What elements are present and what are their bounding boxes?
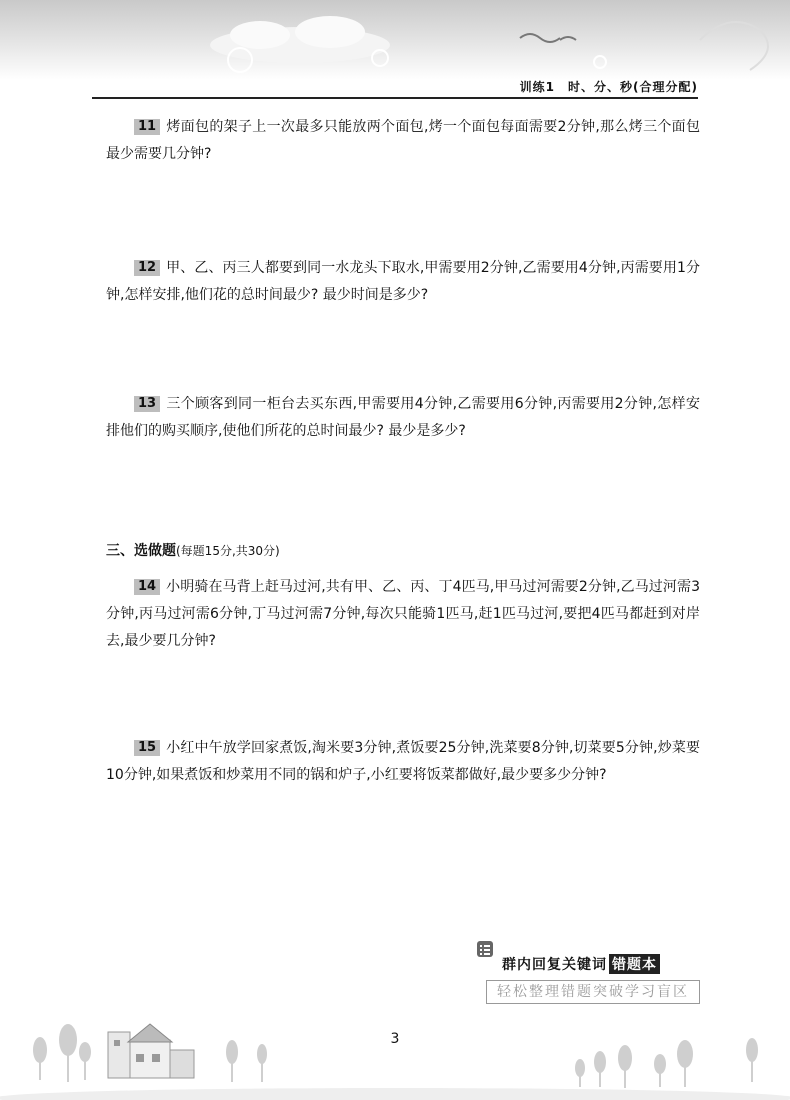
- promo-tag: 错题本: [609, 954, 660, 974]
- question-number: 14: [134, 579, 160, 595]
- question-text: 烤面包的架子上一次最多只能放两个面包,烤一个面包每面需要2分钟,那么烤三个面包最少需要几分钟?: [106, 119, 700, 162]
- header-banner: [0, 0, 790, 80]
- question-number: 15: [134, 740, 160, 756]
- promo-line1: [502, 954, 660, 974]
- question-text: 三个顾客到同一柜台去买东西,甲需要用4分钟,乙需要用6分钟,丙需要用2分钟,怎样安排他们的购买顺序,使他们所花的总时间最少? 最少是多少?: [106, 396, 700, 439]
- question-11: [106, 114, 700, 168]
- question-13: [106, 391, 700, 445]
- question-12: [106, 255, 700, 309]
- promo-text: 群内回复关键词: [502, 957, 607, 973]
- squiggle-shape: [520, 34, 576, 42]
- question-14: [106, 574, 700, 655]
- promo-line2: 轻松整理错题突破学习盲区: [486, 980, 700, 1004]
- question-text: 小明骑在马背上赶马过河,共有甲、乙、丙、丁4匹马,甲马过河需要2分钟,乙马过河需3分钟,丙马过河需6分钟,丁马过河需7分钟,每次只能骑1匹马,赶1匹马过河,要把4匹马都赶到对岸去,最少要几分钟?: [106, 579, 700, 649]
- question-text: 小红中午放学回家煮饭,淘米要3分钟,煮饭要25分钟,洗菜要8分钟,切菜要5分钟,炒菜要10分钟,如果煮饭和炒菜用不同的锅和炉子,小红要将饭菜都做好,最少要多少分钟?: [106, 740, 700, 783]
- section-note: (每题15分,共30分): [176, 544, 280, 558]
- swirl-shape: [700, 22, 768, 70]
- bubble-shape: [594, 56, 606, 68]
- promo-box: [476, 940, 698, 1002]
- question-number: 13: [134, 396, 160, 412]
- cloud-shape: [295, 16, 365, 48]
- cloud-shape: [230, 21, 290, 49]
- question-number: 11: [134, 119, 160, 135]
- banner-decoration: [0, 0, 790, 80]
- question-15: [106, 735, 700, 789]
- header-divider: [92, 97, 698, 99]
- page-header-title: 训练1 时、分、秒(合理分配): [519, 80, 698, 94]
- question-text: 甲、乙、丙三人都要到同一水龙头下取水,甲需要用2分钟,乙需要用4分钟,丙需要用1分钟,怎样安排,他们花的总时间最少? 最少时间是多少?: [106, 260, 700, 303]
- section-heading: [106, 540, 280, 560]
- page-number: 3: [390, 1031, 400, 1047]
- footer-decoration: [0, 1010, 790, 1100]
- list-icon: [476, 940, 494, 958]
- section-title: 三、选做题: [106, 543, 176, 559]
- question-number: 12: [134, 260, 160, 276]
